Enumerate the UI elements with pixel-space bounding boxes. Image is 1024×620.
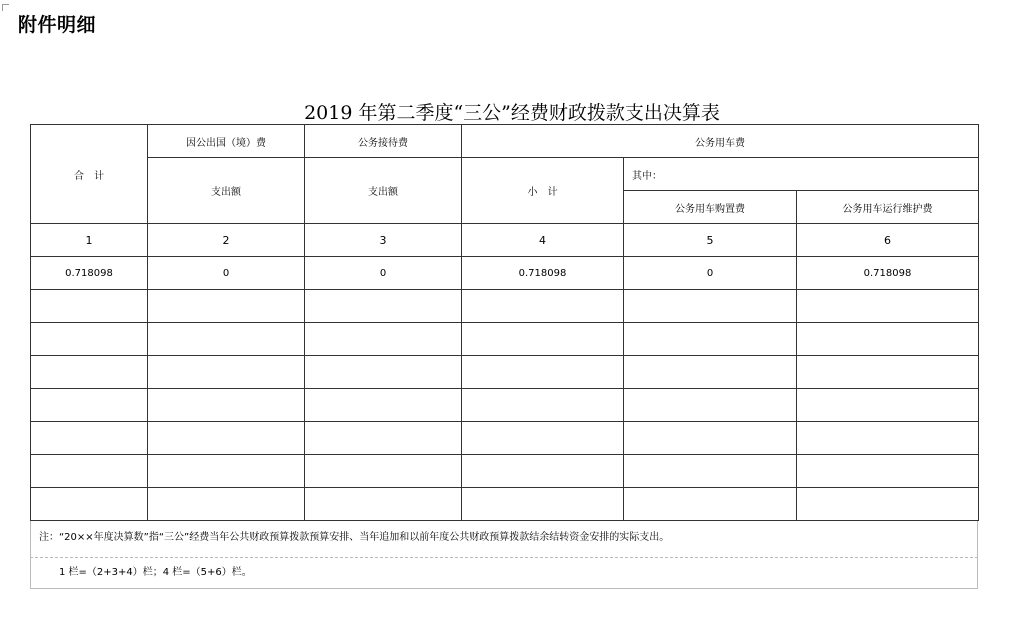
header-total: 合 计 <box>31 125 148 224</box>
table-row <box>31 356 979 389</box>
table-cell <box>31 488 148 521</box>
table-title: 2019 年第二季度“三公”经费财政拨款支出决算表 <box>304 102 720 124</box>
header-reception: 公务接待费 <box>305 125 462 158</box>
table-cell <box>148 455 305 488</box>
table-cell <box>305 422 462 455</box>
table-cell <box>148 290 305 323</box>
table-cell <box>148 389 305 422</box>
table-cell <box>462 389 624 422</box>
table-cell <box>624 356 797 389</box>
table-cell: 0 <box>305 257 462 290</box>
table-cell <box>797 356 979 389</box>
header-abroad: 因公出国（境）费 <box>148 125 305 158</box>
table-cell <box>797 422 979 455</box>
header-vehicle-purchase: 公务用车购置费 <box>624 191 797 224</box>
table-row <box>31 455 979 488</box>
table-cell <box>305 323 462 356</box>
table-cell <box>305 455 462 488</box>
table-cell <box>624 422 797 455</box>
table-cell <box>462 455 624 488</box>
table-cell <box>797 488 979 521</box>
header-subtotal: 小 计 <box>462 158 624 224</box>
table-cell <box>31 389 148 422</box>
table-row <box>31 290 979 323</box>
table-cell <box>305 356 462 389</box>
table-cell <box>31 455 148 488</box>
table-cell <box>148 422 305 455</box>
table-row <box>31 389 979 422</box>
table-cell <box>462 290 624 323</box>
table-cell: 0.718098 <box>31 257 148 290</box>
table-cell <box>797 290 979 323</box>
table-cell <box>624 389 797 422</box>
table-cell <box>305 389 462 422</box>
table-cell <box>624 323 797 356</box>
table-cell <box>148 323 305 356</box>
table-note: 注：“20××年度决算数”指“三公”经费当年公共财政预算拨款预算安排、当年追加和以前年度公共财政预算拨款结余结转资金安排的实际支出。 <box>30 521 978 558</box>
table-cell <box>797 455 979 488</box>
column-number: 1 <box>31 224 148 257</box>
table-cell <box>305 290 462 323</box>
table-cell <box>797 323 979 356</box>
table-cell: 0.718098 <box>797 257 979 290</box>
table-cell <box>31 422 148 455</box>
header-vehicle: 公务用车费 <box>462 125 979 158</box>
page-heading: 附件明细 <box>18 14 97 36</box>
expenditure-table <box>30 124 979 521</box>
column-number: 4 <box>462 224 624 257</box>
table-cell <box>462 323 624 356</box>
table-cell <box>797 389 979 422</box>
table-cell <box>462 488 624 521</box>
table-cell <box>462 356 624 389</box>
table-cell <box>624 290 797 323</box>
table-cell: 0 <box>148 257 305 290</box>
table-cell <box>31 290 148 323</box>
formula-note: 1 栏=（2+3+4）栏；4 栏=（5+6）栏。 <box>30 558 978 589</box>
table-row <box>31 323 979 356</box>
table-cell: 0 <box>624 257 797 290</box>
table-cell <box>624 488 797 521</box>
table-cell <box>624 455 797 488</box>
table-cell <box>305 488 462 521</box>
column-number-row <box>31 224 979 257</box>
table-cell <box>148 356 305 389</box>
table-cell <box>31 323 148 356</box>
table-cell <box>148 488 305 521</box>
column-number: 6 <box>797 224 979 257</box>
table-cell <box>31 356 148 389</box>
header-reception-sub: 支出额 <box>305 158 462 224</box>
table-row <box>31 257 979 290</box>
table-cell <box>462 422 624 455</box>
header-vehicle-operation: 公务用车运行维护费 <box>797 191 979 224</box>
header-of-which: 其中： <box>624 158 979 191</box>
table-cell: 0.718098 <box>462 257 624 290</box>
column-number: 5 <box>624 224 797 257</box>
table-row <box>31 488 979 521</box>
column-number: 2 <box>148 224 305 257</box>
column-number: 3 <box>305 224 462 257</box>
header-abroad-sub: 支出额 <box>148 158 305 224</box>
table-row <box>31 422 979 455</box>
page-corner-mark <box>2 4 9 11</box>
